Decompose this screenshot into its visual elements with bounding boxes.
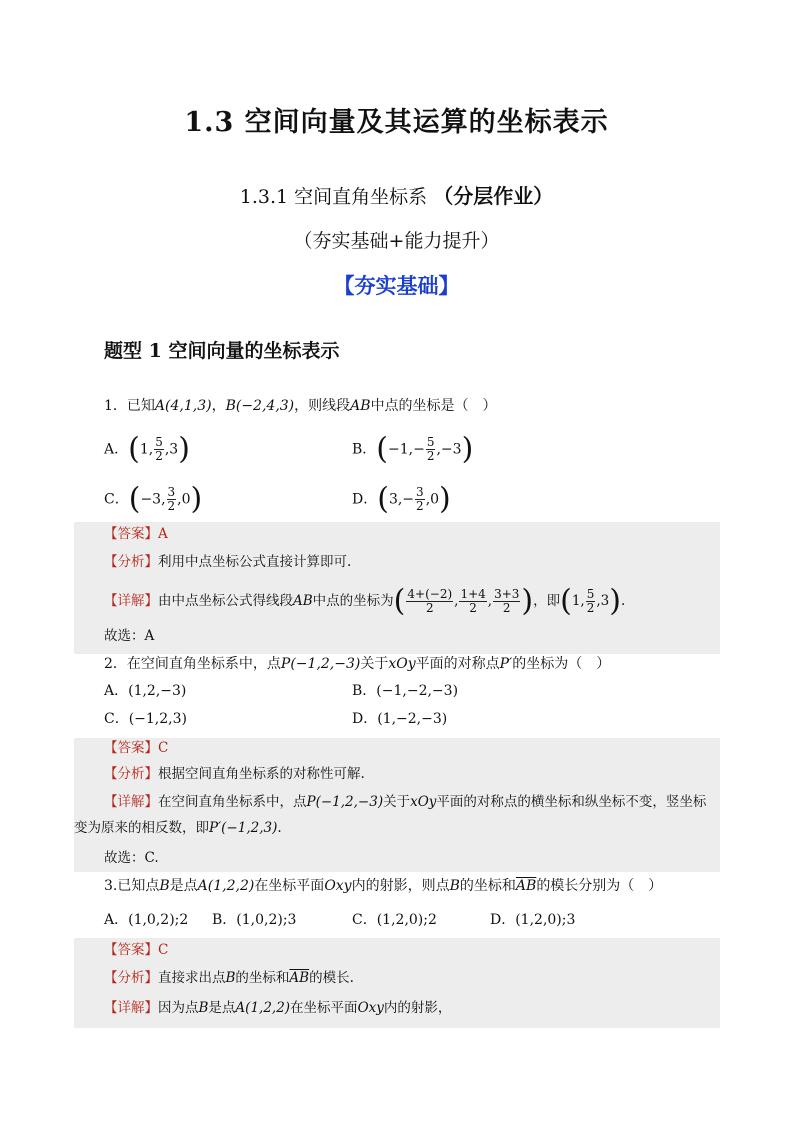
option-c[interactable]: C．(−1,2,3) [104,711,187,727]
subtitle-kind: （分层作业） [433,184,554,208]
choose-line: 故选：C. [104,850,159,866]
option-a[interactable]: A．(1,0,2);2 [104,912,189,928]
option-c[interactable]: C．(−3, $\frac{3}{2}$ ,0) [104,481,203,517]
answer-line: 【答案】A [104,526,168,542]
question-1-stem: 1．已知A(4,1,3)，B(−2,4,3)，则线段AB中点的坐标是（ ） [104,398,497,414]
analysis-line: 【分析】直接求出点B的坐标和$\overline{AB}$的模长. [104,970,354,986]
answer-block-3 [74,938,720,1028]
point-a: A(4,1,3) [154,398,212,414]
option-d[interactable]: D．(1,−2,−3) [352,711,448,727]
question-3-stem: 3.已知点B是点A(1,2,2)在坐标平面Oxy内的射影，则点B的坐标和$\overline{AB}$的模长分别为（ ） [104,878,663,894]
answer-block-1 [74,522,720,654]
point-b: B(−2,4,3) [225,398,295,414]
subtitle-paren: （夯实基础+能力提升） [293,230,500,252]
question-2-stem: 2．在空间直角坐标系中，点P(−1,2,−3)关于xOy平面的对称点P′的坐标为（ ） [104,656,611,672]
detail-line-2: 变为原来的相反数，即P′(−1,2,3). [74,820,282,836]
option-d[interactable]: D．(1,2,0);3 [490,912,576,928]
option-c[interactable]: C．(1,2,0);2 [352,912,437,928]
analysis-line: 【分析】利用中点坐标公式直接计算即可. [104,554,352,570]
option-b[interactable]: B．(1,0,2);3 [212,912,297,928]
analysis-line: 【分析】根据空间直角坐标系的对称性可解. [104,766,365,782]
topic-heading: 题型 1 空间向量的坐标表示 [104,340,340,362]
answer-line: 【答案】C [104,942,169,958]
option-b[interactable]: B．(−1,−2,−3) [352,683,459,699]
answer-block-2 [74,738,720,872]
option-d[interactable]: D．(3,− $\frac{3}{2}$ ,0) [352,481,451,517]
detail-line: 【详解】在空间直角坐标系中，点P(−1,2,−3)关于xOy平面的对称点的横坐标和纵坐标不变，竖坐标 [104,794,707,810]
option-a[interactable]: A．(1, $\frac{5}{2}$ ,3) [104,431,190,467]
detail-line: 【详解】由中点坐标公式得线段AB中点的坐标为( $\frac{4+(-2)}{2}$ , $\frac{1+4}{2}$ , $\frac{3+3}{2}$ )，即(1, $\frac{5}{2}$ ,3). [104,583,626,619]
answer-line: 【答案】C [104,740,169,756]
option-a[interactable]: A．(1,2,−3) [104,683,187,699]
detail-line: 【详解】因为点B是点A(1,2,2)在坐标平面Oxy内的射影， [104,1000,452,1016]
option-b[interactable]: B．(−1,− $\frac{5}{2}$ ,−3) [352,431,474,467]
subtitle-section: 1.3.1 空间直角坐标系 [239,186,428,208]
section-heading: 【夯实基础】 [333,273,460,298]
page-title: 1.3 空间向量及其运算的坐标表示 [184,107,609,138]
choose-line: 故选：A [104,628,155,644]
subtitle [0,180,793,209]
